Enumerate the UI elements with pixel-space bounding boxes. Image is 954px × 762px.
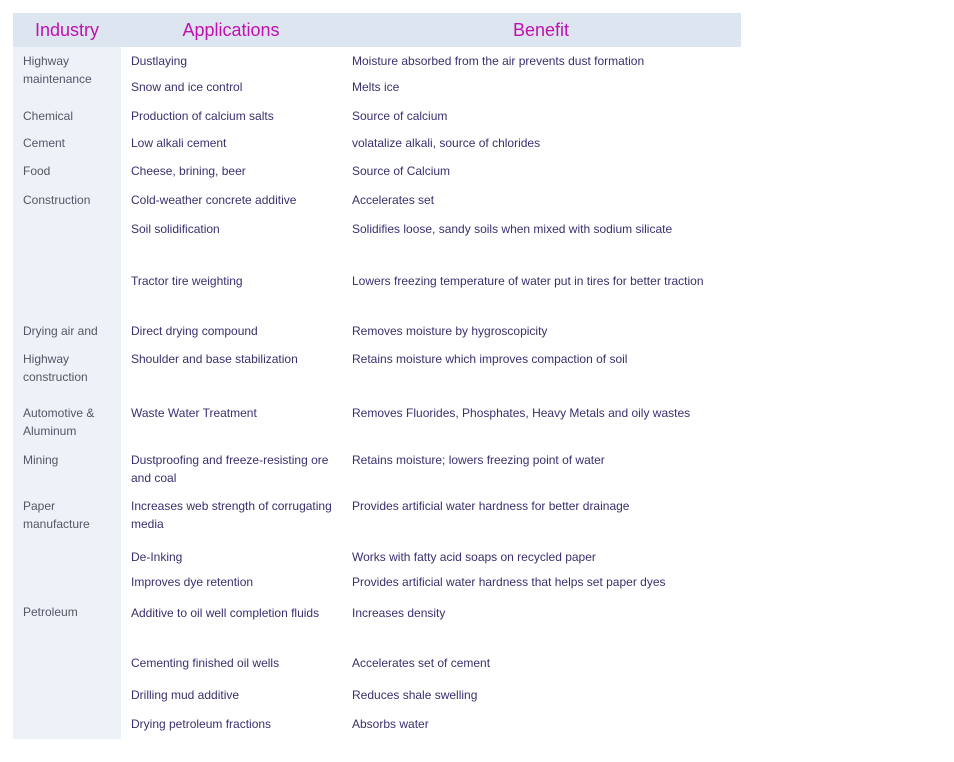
application-cell: Shoulder and base stabilization xyxy=(131,352,298,366)
application-cell: Drying petroleum fractions xyxy=(131,717,272,731)
industry-cell: Food xyxy=(23,164,51,178)
benefit-cell: Source of calcium xyxy=(352,109,448,123)
application-cell: Snow and ice control xyxy=(131,80,243,94)
benefit-cell: Reduces shale swelling xyxy=(352,688,478,702)
application-cell: Dustlaying xyxy=(131,54,188,68)
benefit-cell: Removes Fluorides, Phosphates, Heavy Metals and oily wastes xyxy=(352,406,691,420)
header-industry: Industry xyxy=(34,20,100,40)
application-cell: Tractor tire weighting xyxy=(131,274,243,288)
benefit-cell: Retains moisture; lowers freezing point of water xyxy=(352,453,605,467)
industry-cell: Construction xyxy=(23,193,91,207)
table-header xyxy=(13,13,741,47)
benefit-cell: Accelerates set xyxy=(352,193,435,207)
application-cell: De-Inking xyxy=(131,550,183,564)
benefit-cell: Absorbs water xyxy=(352,717,429,731)
industry-cell: Chemical xyxy=(23,109,74,123)
benefit-cell: Solidifies loose, sandy soils when mixed with sodium silicate xyxy=(352,222,673,236)
benefit-cell: Lowers freezing temperature of water put in tires for better traction xyxy=(352,274,704,288)
benefit-cell: Provides artificial water hardness that helps set paper dyes xyxy=(352,575,666,589)
industry-cell: Petroleum xyxy=(23,605,78,619)
application-cell: Production of calcium salts xyxy=(131,109,274,123)
header-applications: Applications xyxy=(182,20,280,40)
benefit-cell: Retains moisture which improves compaction of soil xyxy=(352,352,628,366)
benefit-cell: Increases density xyxy=(352,606,446,620)
benefit-cell: Accelerates set of cement xyxy=(352,656,491,670)
industry-cell: Automotive & Aluminum xyxy=(23,406,95,438)
industry-cell: Cement xyxy=(23,136,66,150)
industry-cell: Paper manufacture xyxy=(23,499,90,531)
industry-cell: Mining xyxy=(23,453,59,467)
benefit-cell: volatalize alkali, source of chlorides xyxy=(352,136,541,150)
benefit-cell: Melts ice xyxy=(352,80,400,94)
application-cell: Direct drying compound xyxy=(131,324,258,338)
application-cell: Soil solidification xyxy=(131,222,220,236)
application-cell: Dustproofing and freeze-resisting ore and coal xyxy=(131,453,329,485)
industry-cell: Highway construction xyxy=(23,352,88,384)
industry-cell: Highway maintenance xyxy=(23,54,92,86)
benefit-cell: Provides artificial water hardness for better drainage xyxy=(352,499,630,513)
benefit-cell: Source of Calcium xyxy=(352,164,451,178)
benefit-cell: Removes moisture by hygroscopicity xyxy=(352,324,548,338)
header-benefit: Benefit xyxy=(512,20,570,40)
application-cell: Additive to oil well completion fluids xyxy=(131,606,320,620)
benefit-cell: Moisture absorbed from the air prevents dust formation xyxy=(352,54,645,68)
benefit-cell: Works with fatty acid soaps on recycled paper xyxy=(352,550,596,564)
application-cell: Increases web strength of corrugating media xyxy=(131,499,332,531)
application-cell: Cheese, brining, beer xyxy=(131,164,246,178)
application-cell: Improves dye retention xyxy=(131,575,254,589)
application-cell: Low alkali cement xyxy=(131,136,227,150)
application-cell: Cold-weather concrete additive xyxy=(131,193,297,207)
application-cell: Cementing finished oil wells xyxy=(131,656,280,670)
industry-cell: Drying air and xyxy=(23,324,98,338)
application-cell: Drilling mud additive xyxy=(131,688,240,702)
application-cell: Waste Water Treatment xyxy=(131,406,257,420)
